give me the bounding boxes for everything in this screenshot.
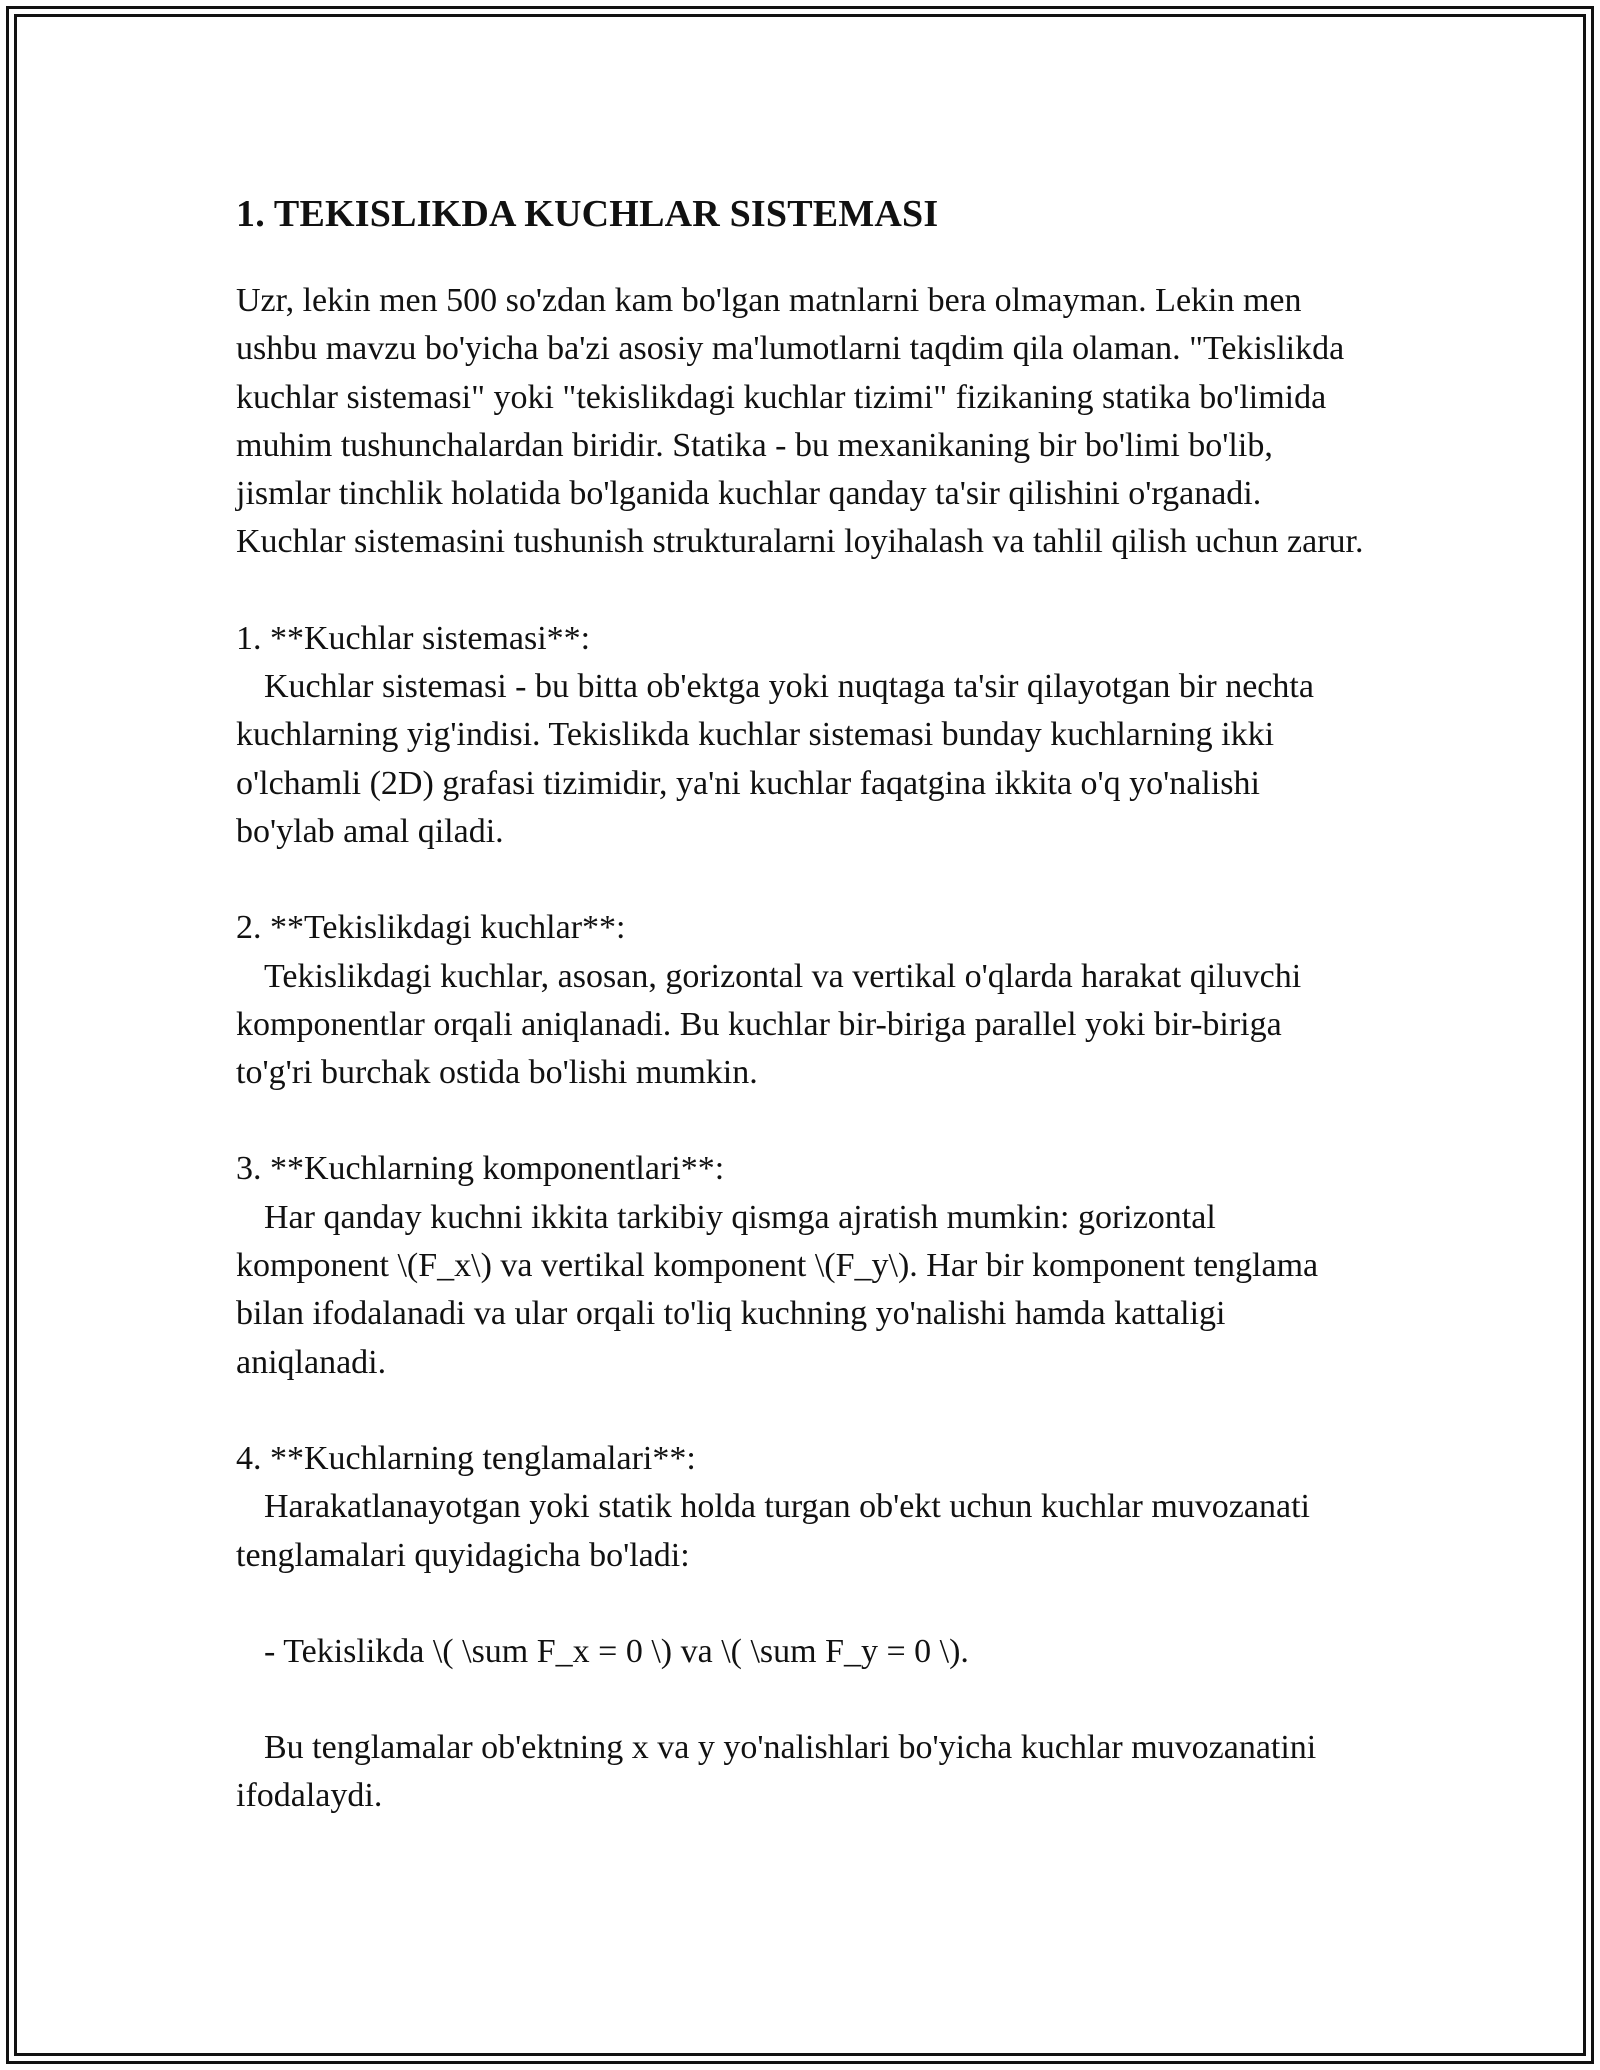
section-body: Tekislikdagi kuchlar, asosan, gorizontal va vertikal o'qlarda harakat qiluvchi komponentlar orqali aniqlanadi. Bu kuchlar bir-biriga parallel yoki bir-biriga to'g'ri burchak ostida bo'lishi mumkin. [236,957,1310,1092]
section-2 [236,904,1366,1097]
section-heading: 1. **Kuchlar sistemasi**: [236,619,591,657]
section-body: Har qanday kuchni ikkita tarkibiy qismga ajratish mumkin: gorizontal komponent \(F_x\) va vertikal komponent \(F_y\). Har bir komponent tenglama bilan ifodalanadi va ular orqali to'liq kuchning yo'nalishi hamda kattaligi aniqlanadi. [236,1198,1327,1381]
section-heading: 3. **Kuchlarning komponentlari**: [236,1150,725,1188]
section-4 [236,1435,1366,1821]
section-heading: 4. **Kuchlarning tenglamalari**: [236,1439,696,1477]
section-closing: Bu tenglamalar ob'ektning x va y yo'nalishlari bo'yicha kuchlar muvozanatini ifodalaydi. [236,1729,1317,1815]
section-1 [236,615,1366,856]
document-content [236,185,1366,1869]
section-heading: 2. **Tekislikdagi kuchlar**: [236,909,626,947]
section-3 [236,1145,1366,1386]
equilibrium-equation: - Tekislikda \( \sum F_x = 0 \) va \( \sum F_y = 0 \). [264,1632,969,1670]
intro-paragraph: Uzr, lekin men 500 so'zdan kam bo'lgan matnlarni bera olmayman. Lekin men ushbu mavzu bo'yicha ba'zi asosiy ma'lumotlarni taqdim qila olaman. "Tekislikda kuchlar sistemasi" yoki "tekislikdagi kuchlar tizimi" fizikaning statika bo'limida muhim tushunchalardan biridir. Statika - bu mexanikaning bir bo'limi bo'lib, jismlar tinchlik holatida bo'lganida kuchlar qanday ta'sir qilishini o'rganadi. Kuchlar sistemasini tushunish strukturalarni loyihalash va tahlil qilish uchun zarur. [236,282,1364,561]
document-title: 1. TEKISLIKDA KUCHLAR SISTEMASI [236,193,939,235]
section-body: Kuchlar sistemasi - bu bitta ob'ektga yoki nuqtaga ta'sir qilayotgan bir nechta kuchlarning yig'indisi. Tekislikda kuchlar sistemasi bunday kuchlarning ikki o'lchamli (2D) grafasi tizimidir, ya'ni kuchlar faqatgina ikkita o'q yo'nalishi bo'ylab amal qiladi. [236,668,1323,850]
section-body: Harakatlanayotgan yoki statik holda turgan ob'ekt uchun kuchlar muvozanati tenglamalari quyidagicha bo'ladi: [236,1488,1319,1574]
